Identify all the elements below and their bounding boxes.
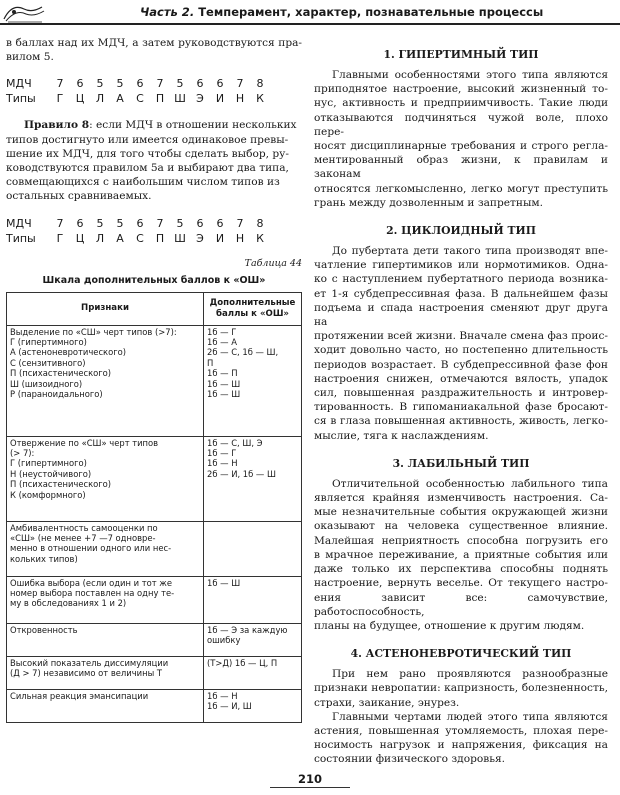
- section-heading: 1. ГИПЕРТИМНЫЙ ТИП: [383, 48, 539, 61]
- table-row: [7, 436, 302, 521]
- signs-cell: [7, 436, 204, 521]
- sequence-cell: А: [116, 92, 124, 106]
- text-line: Главными особенностями этого типа являются: [332, 69, 608, 81]
- mdch-row: [6, 216, 302, 231]
- sequence-cell: 5: [116, 77, 124, 91]
- sequence-cell: 7: [56, 77, 64, 91]
- signs-line: (Д > 7) независимо от величины Т: [10, 668, 162, 679]
- sequence-cell: 5: [96, 216, 104, 230]
- points-line: ошибку: [207, 635, 241, 646]
- sequence-cell: П: [155, 231, 165, 245]
- text-line: признаки невропатии: капризность, болезненность,: [314, 682, 608, 695]
- signs-line: Откровенность: [10, 624, 78, 635]
- page-header: [0, 0, 620, 24]
- text-line: подъема и спада настроения сменяют друг друга на: [314, 301, 608, 329]
- signs-line: менно в отношении одного или нес-: [10, 543, 172, 554]
- page-number: 210: [297, 772, 322, 786]
- mdch-values: [50, 77, 270, 90]
- table-title: Шкала дополнительных баллов к «ОШ»: [42, 274, 266, 286]
- sequence-cell: 6: [196, 216, 204, 230]
- points-line: 1б — Н: [207, 690, 238, 701]
- sequence-cell: 5: [116, 216, 124, 230]
- text-line: приподнятое настроение, высокий жизненный то-: [314, 83, 608, 96]
- rule-line: : если МДЧ в отношении нескольких: [89, 119, 297, 132]
- sequence-cell: 7: [156, 216, 164, 230]
- signs-line: Ошибка выбора (если один и тот же: [10, 577, 172, 588]
- sequence-cell: Ш: [174, 231, 186, 245]
- points-cell: [204, 325, 302, 436]
- mdch-label: МДЧ: [6, 77, 32, 91]
- sequence-cell: Ц: [75, 231, 85, 245]
- sequence-cell: И: [215, 231, 225, 245]
- types-values: [50, 92, 270, 105]
- rule-8-paragraph: [6, 118, 302, 203]
- sequence-cell: И: [215, 92, 225, 106]
- sequence-cell: 7: [156, 77, 164, 91]
- scores-table: [6, 292, 302, 723]
- text-line: отказываются подчиняться чужой воле, плохо пере-: [314, 111, 608, 138]
- points-line: 2б — И, 1б — Ш: [207, 468, 276, 479]
- publisher-logo-icon: [2, 1, 46, 23]
- sequence-cell: С: [136, 92, 144, 106]
- signs-line: му в обследованиях 1 и 2): [10, 598, 127, 609]
- signs-cell: [7, 521, 204, 576]
- signs-line: «СШ» (не менее +7 —7 одновре-: [10, 533, 156, 544]
- sequence-cell: 5: [96, 77, 104, 91]
- rule-line: совмещающихся с наибольшим числом типов из: [6, 176, 280, 189]
- table-row: [7, 689, 302, 722]
- signs-line: Амбивалентность самооценки по: [10, 522, 158, 533]
- points-cell: [204, 689, 302, 722]
- intro-line: вилом 5.: [6, 51, 54, 64]
- sequence-cell: А: [116, 231, 124, 245]
- section-heading: 2. ЦИКЛОИДНЫЙ ТИП: [386, 224, 536, 238]
- points-line: (Т>Д) 1б — Ц, П: [207, 657, 278, 668]
- sequence-cell: К: [256, 231, 264, 245]
- text-line: грань между дозволенным и запретным.: [314, 196, 543, 209]
- signs-line: Г (гипертимного): [10, 337, 87, 348]
- signs-line: П (психастенического): [10, 368, 112, 379]
- sequence-cell: 7: [236, 216, 244, 230]
- text-line: ментированный образ жизни, к правилам и законам: [314, 154, 608, 181]
- points-cell: [204, 656, 302, 689]
- sequence-cell: Ц: [75, 92, 85, 106]
- text-line: мыслие, тяга к наслаждениям.: [314, 429, 489, 442]
- points-line: 1б — Ш: [207, 378, 241, 389]
- sequence-cell: 8: [256, 216, 264, 230]
- text-line: является крайняя изменчивость настроения. Са-: [314, 492, 608, 505]
- sequence-cell: 5: [176, 216, 184, 230]
- text-line: тированность. В гипоманиакальной фазе бросают-: [314, 401, 608, 414]
- signs-cell: [7, 576, 204, 623]
- type-sequence-1: [6, 76, 302, 106]
- text-line: носят дисциплинарные требования и строго регла-: [314, 140, 608, 153]
- col-header-signs: Признаки: [7, 292, 204, 325]
- sequence-cell: 6: [216, 216, 224, 230]
- signs-line: Г (гипертимного): [10, 458, 87, 469]
- mdch-label: МДЧ: [6, 216, 32, 230]
- sequence-cell: Э: [196, 92, 204, 106]
- section-paragraph: [314, 68, 608, 210]
- types-label: Типы: [6, 92, 36, 106]
- sequence-cell: 6: [76, 216, 84, 230]
- section-paragraph: [314, 477, 608, 633]
- text-line: Отличительной особенностью лабильного типа: [332, 477, 608, 490]
- col-header-points: [204, 292, 302, 325]
- points-line: 1б — Н: [207, 458, 238, 469]
- table-row: [7, 576, 302, 623]
- sequence-cell: Л: [95, 92, 105, 106]
- signs-line: Высокий показатель диссимуляции: [10, 657, 169, 668]
- text-line: даже только их перспектива способны поднять: [314, 563, 608, 576]
- rule-line: остальных сравниваемых.: [6, 190, 152, 203]
- table-row: [7, 325, 302, 436]
- section-heading: 3. ЛАБИЛЬНЫЙ ТИП: [392, 456, 530, 470]
- table-row: [7, 521, 302, 576]
- text-line: Главными чертами людей этого типа являются: [332, 710, 608, 723]
- table-header-row: [7, 292, 302, 325]
- sequence-cell: 6: [196, 77, 204, 91]
- rule-8-label: Правило 8: [24, 119, 90, 132]
- intro-paragraph: [6, 36, 302, 64]
- right-column: [314, 36, 608, 767]
- signs-line: Ш (шизоидного): [10, 378, 83, 389]
- points-line: 1б — С, Ш, Э: [207, 437, 263, 448]
- text-line: сил, повышенная раздражительность и интровер-: [314, 387, 608, 400]
- text-line: планы на будущее, отношение к другим людям.: [314, 619, 585, 632]
- sequence-cell: 8: [256, 77, 264, 91]
- points-line: П: [207, 357, 214, 368]
- signs-line: Р (параноидального): [10, 389, 103, 400]
- signs-line: П (психастенического): [10, 479, 112, 490]
- text-line: До пубертата дети такого типа производят впе-: [332, 245, 608, 258]
- signs-line: (> 7):: [10, 448, 35, 459]
- text-line: ходит довольно часто, но постепенно длительность: [314, 344, 608, 357]
- signs-cell: [7, 623, 204, 656]
- sequence-cell: 6: [76, 77, 84, 91]
- points-cell: [204, 436, 302, 521]
- col-header-points-line: Дополнительные: [209, 298, 296, 309]
- mdch-values: [50, 217, 270, 230]
- signs-line: С (сензитивного): [10, 357, 86, 368]
- points-line: 1б — Ш: [207, 577, 241, 588]
- signs-line: кольких типов): [10, 553, 78, 564]
- sequence-cell: 6: [136, 77, 144, 91]
- rule-line: ководствуются правилом 5а и выбирают два типа,: [6, 162, 289, 175]
- intro-line: в баллах над их МДЧ, а затем руководствуются пра-: [6, 37, 302, 49]
- rule-line: шение их МДЧ, для того чтобы сделать выбор, ру-: [6, 147, 289, 160]
- sequence-cell: Г: [56, 92, 64, 106]
- types-row: [6, 91, 302, 106]
- signs-line: Отвержение по «СШ» черт типов: [10, 437, 159, 448]
- text-line: ся в глаза повышенная активность, живость, легко-: [314, 415, 608, 428]
- signs-cell: [7, 325, 204, 436]
- points-line: 2б — С, 1б — Ш,: [207, 347, 279, 358]
- text-line: периодов возрастает. В субдепрессивной фазе фон: [314, 358, 608, 371]
- text-line: мые незначительные события окружающей жизни: [314, 506, 608, 519]
- sequence-cell: Ш: [174, 92, 186, 106]
- text-line: относятся легкомысленно, легко могут преступить: [314, 182, 608, 195]
- types-row: [6, 231, 302, 246]
- running-title-part: Часть 2.: [140, 5, 195, 19]
- table-caption: Таблица 44: [244, 257, 302, 269]
- points-line: 1б — Г: [207, 326, 237, 337]
- col-header-points-line: баллы к «ОШ»: [215, 308, 289, 319]
- text-line: нус, активность и предприимчивость. Такие люди: [314, 97, 608, 110]
- rule-line: типов достигнуто или имеется одинаковое превы-: [6, 133, 289, 146]
- text-line: носимость нагрузок и напряжения, фиксация на: [314, 739, 608, 752]
- text-line: Малейшая неприятность способна погрузить его: [314, 534, 608, 547]
- text-line: протяжении всей жизни. Вначале смена фаз проис-: [314, 330, 608, 343]
- header-rule: [0, 23, 620, 25]
- type-sequence-2: [6, 216, 302, 246]
- text-line: оказывают на человека существенное влияние.: [314, 520, 608, 533]
- text-line: чатление гипертимиков или нормотимиков. Одна-: [314, 259, 608, 272]
- table-row: [7, 623, 302, 656]
- signs-line: Сильная реакция эмансипации: [10, 690, 149, 701]
- mdch-row: [6, 76, 302, 91]
- running-title-text: Темперамент, характер, познавательные процессы: [198, 5, 544, 19]
- sequence-cell: Н: [235, 231, 245, 245]
- text-line: настроения снижен, отмечаются вялость, упадок: [314, 372, 608, 385]
- sequence-cell: 7: [56, 216, 64, 230]
- sequence-cell: П: [155, 92, 165, 106]
- text-line: астения, повышенная утомляемость, плохая пере-: [314, 724, 608, 737]
- text-line: ения зависит все: самочувствие, работоспособность,: [314, 591, 608, 618]
- sequence-cell: К: [256, 92, 264, 106]
- sequence-cell: Э: [196, 231, 204, 245]
- section-paragraph: [314, 244, 608, 443]
- points-line: 1б — А: [207, 337, 237, 348]
- points-line: 1б — Ш: [207, 389, 241, 400]
- signs-line: К (комформного): [10, 489, 86, 500]
- page-number-rule: [270, 787, 350, 788]
- points-line: 1б — Г: [207, 448, 237, 459]
- signs-cell: [7, 656, 204, 689]
- sequence-cell: 6: [136, 216, 144, 230]
- signs-cell: [7, 689, 204, 722]
- types-values: [50, 232, 270, 245]
- text-line: ко с наступлением пубертатного периода возника-: [314, 273, 608, 286]
- sequence-cell: 6: [216, 77, 224, 91]
- points-cell: [204, 521, 302, 576]
- signs-line: А (астеноневротического): [10, 347, 127, 358]
- text-line: ет 1-я субдепрессивная фаза. В дальнейшем фазы: [314, 287, 608, 300]
- signs-line: Н (неустойчивого): [10, 468, 92, 479]
- sequence-cell: С: [136, 231, 144, 245]
- text-line: настроение, вернуть веселье. От текущего настро-: [314, 577, 608, 590]
- section-paragraph: [314, 667, 608, 766]
- signs-line: Выделение по «СШ» черт типов (>7):: [10, 326, 177, 337]
- sequence-cell: Н: [235, 92, 245, 106]
- points-line: 1б — П: [207, 368, 238, 379]
- sequence-cell: Л: [95, 231, 105, 245]
- text-line: в мрачное переживание, а приятные события или: [314, 548, 608, 561]
- text-line: При нем рано проявляются разнообразные: [332, 668, 608, 681]
- table-row: [7, 656, 302, 689]
- sequence-cell: Г: [56, 231, 64, 245]
- points-cell: [204, 576, 302, 623]
- running-title: [140, 5, 543, 19]
- text-line: состоянии физического здоровья.: [314, 753, 506, 766]
- sequence-cell: 7: [236, 77, 244, 91]
- points-cell: [204, 623, 302, 656]
- points-line: 1б — И, Ш: [207, 701, 252, 712]
- signs-line: номер выбора поставлен на одну те-: [10, 588, 175, 599]
- section-heading: 4. АСТЕНОНЕВРОТИЧЕСКИЙ ТИП: [350, 647, 572, 661]
- types-label: Типы: [6, 231, 36, 245]
- sequence-cell: 5: [176, 77, 184, 91]
- points-line: 1б — Э за каждую: [207, 624, 288, 635]
- text-line: страхи, заикание, энурез.: [314, 696, 460, 709]
- left-column: [6, 36, 302, 723]
